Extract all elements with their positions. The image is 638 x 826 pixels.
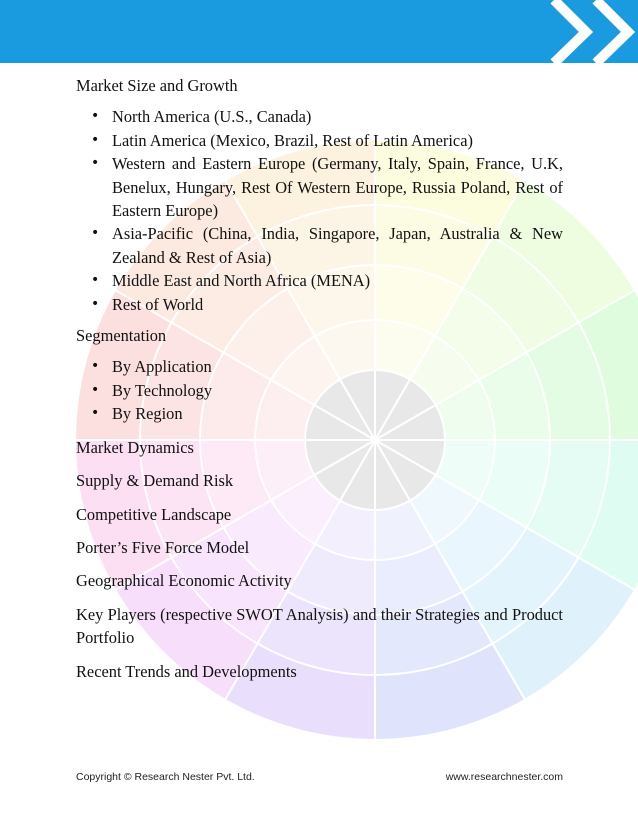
- list-item: • Western and Eastern Europe (Germany, Italy, Spain, France, U.K, Benelux, Hungary, Rest Of Western Europe, Russia Poland, Rest of Eastern Europe): [112, 152, 563, 222]
- list-item: • By Technology: [112, 379, 563, 402]
- list-item: • North America (U.S., Canada): [112, 105, 563, 128]
- heading-key-players: Key Players (respective SWOT Analysis) and their Strategies and Product Portfolio: [76, 604, 563, 648]
- heading-geo-activity: Geographical Economic Activity: [76, 571, 292, 591]
- list-item: • By Region: [112, 402, 563, 425]
- heading-porters: Porter’s Five Force Model: [76, 537, 250, 557]
- list-item: • Rest of World: [112, 293, 563, 316]
- header-bar: [0, 0, 638, 63]
- segments-list: [76, 355, 563, 425]
- document-body: [76, 74, 563, 683]
- header-background: [0, 0, 638, 63]
- list-item: • Middle East and North Africa (MENA): [112, 269, 563, 292]
- heading-supply-demand: Supply & Demand Risk: [76, 471, 234, 491]
- heading-market-dynamics: Market Dynamics: [76, 437, 194, 457]
- regions-list: [76, 105, 563, 316]
- heading-market-size: Market Size and Growth: [76, 76, 238, 95]
- heading-recent-trends: Recent Trends and Developments: [76, 661, 297, 681]
- footer-copyright: Copyright © Research Nester Pvt. Ltd.: [76, 771, 255, 783]
- heading-segmentation: Segmentation: [76, 326, 167, 346]
- list-item: • Latin America (Mexico, Brazil, Rest of Latin America): [112, 129, 563, 152]
- footer-website: www.researchnester.com: [445, 771, 563, 783]
- list-item: • Asia-Pacific (China, India, Singapore, Japan, Australia & New Zealand & Rest of Asia): [112, 222, 563, 269]
- heading-competitive-landscape: Competitive Landscape: [76, 504, 232, 524]
- list-item: • By Application: [112, 355, 563, 378]
